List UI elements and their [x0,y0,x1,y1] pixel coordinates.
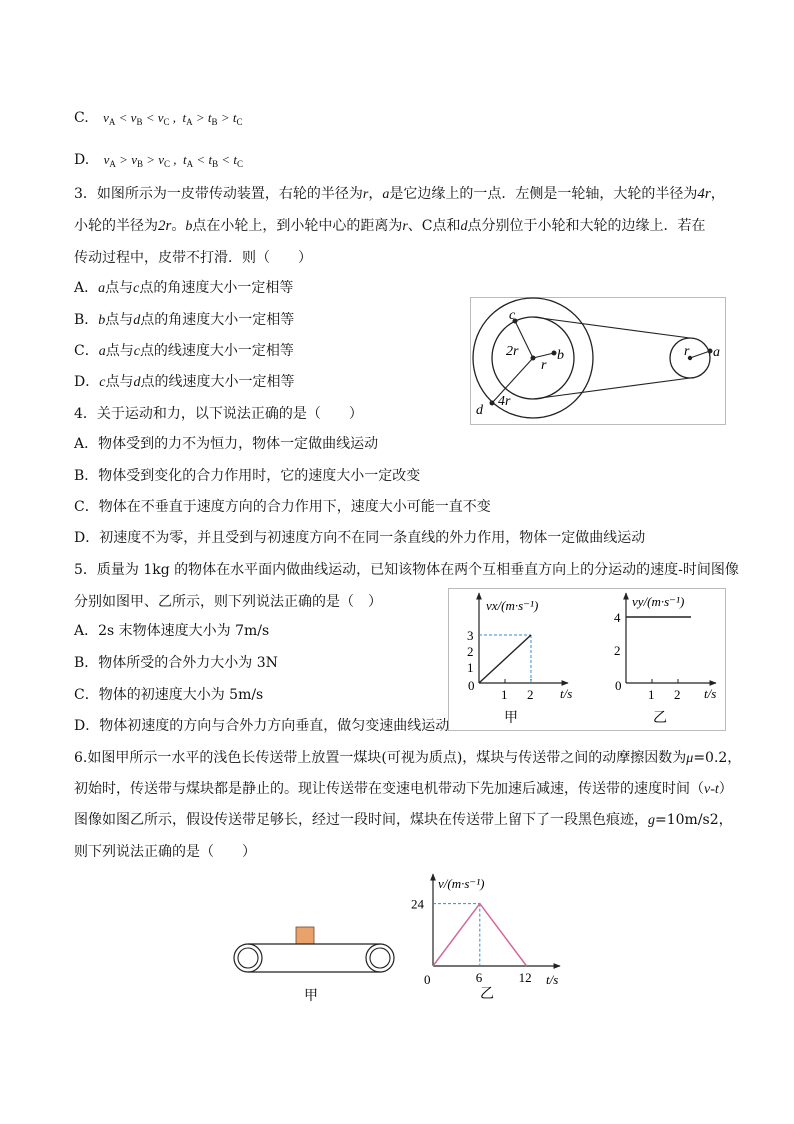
q3-option-c: C．a点与c点的线速度大小一定相等 [74,343,294,359]
q5-option-a: A．2s 末物体速度大小为 7m/s [74,623,270,639]
q4-option-c: C．物体在不垂直于速度方向的合力作用下，速度大小可能一直不变 [74,499,491,515]
q2-option-d-formula: $v_A > v_B > v_C$ , $t_A < t_B < t_C$ [103,152,243,169]
label-r-small: r [541,358,547,373]
yi-xlabel: t/s [704,686,717,701]
yi-ytick-2: 2 [614,643,621,658]
q4-option-d: D．初速度不为零，并且受到与初速度方向不在同一条直线的外力作用，物体一定做曲线运动 [74,530,646,546]
label-a: a [713,345,720,360]
yi-xtick-2: 2 [674,687,681,702]
conveyor-diagram [228,920,400,1004]
q3-option-a: A．a点与c点的角速度大小一定相等 [74,280,294,296]
q4-option-b: B．物体受到变化的合力作用时，它的速度大小一定改变 [74,468,421,484]
q5-option-b: B．物体所受的合外力大小为 3N [74,655,278,671]
q3-stem-line1: 3．如图所示为一皮带传动装置，右轮的半径为r，a是它边缘上的一点．左侧是一轮轴，大轮的半径为4r， [74,186,725,202]
q5-stem-line2: 分别如图甲、乙所示，则下列说法正确的是（ ） [74,594,382,610]
q5-stem-line1: 5．质量为 1kg 的物体在水平面内做曲线运动，已知该物体在两个互相垂直方向上的分运动的速度-时间图像 [74,562,739,578]
jia-xtick-1: 1 [501,687,508,702]
q4-stem: 4．关于运动和力，以下说法正确的是（ ） [74,406,363,422]
q6-stem-line2: 初始时，传送带与煤块都是静止的。现让传送带在变速电机带动下先加速后减速，传送带的速度时间（v-t） [74,781,733,797]
q2-option-c-formula: $v_A < v_B < v_C$ , $t_A > t_B > t_C$ [103,110,243,127]
belt-drive-diagram [470,297,726,425]
jia-ytick-1: 1 [467,660,474,675]
yi-ylabel: vy/(m·s⁻¹) [632,594,685,609]
label-2r: 2r [506,344,519,359]
jia-xtick-2: 2 [527,687,534,702]
q3-option-d: D．c点与d点的线速度大小一定相等 [74,374,295,390]
q6-xlabel: t/s [546,972,559,987]
q6-stem-line1: 6.如图甲所示一水平的浅色长传送带上放置一煤块(可视为质点)，煤块与传送带之间的动摩擦因数为μ=0.2， [74,750,742,766]
yi-caption: 乙 [653,711,667,726]
yi-origin: 0 [615,678,622,693]
label-d: d [476,403,483,418]
q3-stem-line3: 传动过程中，皮带不打滑．则（ ） [74,250,312,266]
jia-xlabel: t/s [560,686,573,701]
q5-option-c: C．物体的初速度大小为 5m/s [74,687,264,703]
belt-top [533,317,690,338]
conveyor-caption: 甲 [304,989,318,1004]
label-r-right: r [684,344,690,359]
q6-vt-chart [406,868,566,1000]
jia-caption: 甲 [504,711,518,726]
jia-series-line [479,635,531,683]
yi-ytick-4: 4 [614,610,621,625]
jia-origin: 0 [468,678,475,693]
jia-ytick-2: 2 [467,644,474,659]
q2-option-c: C. $v_A < v_B < v_C$ , $t_A > t_B > t_C$ [74,110,243,127]
q3-option-b: B．b点与d点的角速度大小一定相等 [74,312,295,328]
q6-xtick-12: 12 [518,970,532,985]
q4-option-a: A．物体受到的力不为恒力，物体一定做曲线运动 [74,436,379,452]
coal-block [296,927,314,944]
q6-caption: 乙 [480,987,494,1000]
q6-stem-line4: 则下列说法正确的是（ ） [74,844,256,860]
q6-ytick-24: 24 [411,896,424,912]
q6-ylabel: v/(m·s⁻¹) [438,876,485,891]
q6-origin: 0 [424,972,431,987]
q6-stem-line3: 图像如图乙所示，假设传送带足够长，经过一段时间，煤块在传送带上留下了一段黑色痕迹，g=10m/s2， [74,812,733,828]
belt-bottom [533,378,690,399]
q5-option-d: D．物体初速度的方向与合外力方向垂直，做匀变速曲线运动 [74,718,450,734]
yi-xtick-1: 1 [648,687,655,702]
q2-option-d: D. $v_A > v_B > v_C$ , $t_A < t_B < t_C$ [74,152,243,169]
label-b: b [557,348,564,363]
q5-charts [448,588,726,731]
label-4r: 4r [498,394,511,409]
q3-stem-line2: 小轮的半径为2r。b点在小轮上，到小轮中心的距离为r、C点和d点分别位于小轮和大轮的边缘上．若在 [74,218,706,234]
q6-xtick-6: 6 [475,970,483,985]
jia-ytick-3: 3 [467,628,474,643]
label-c: c [509,308,516,323]
jia-ylabel: vx/(m·s⁻¹) [486,598,539,613]
